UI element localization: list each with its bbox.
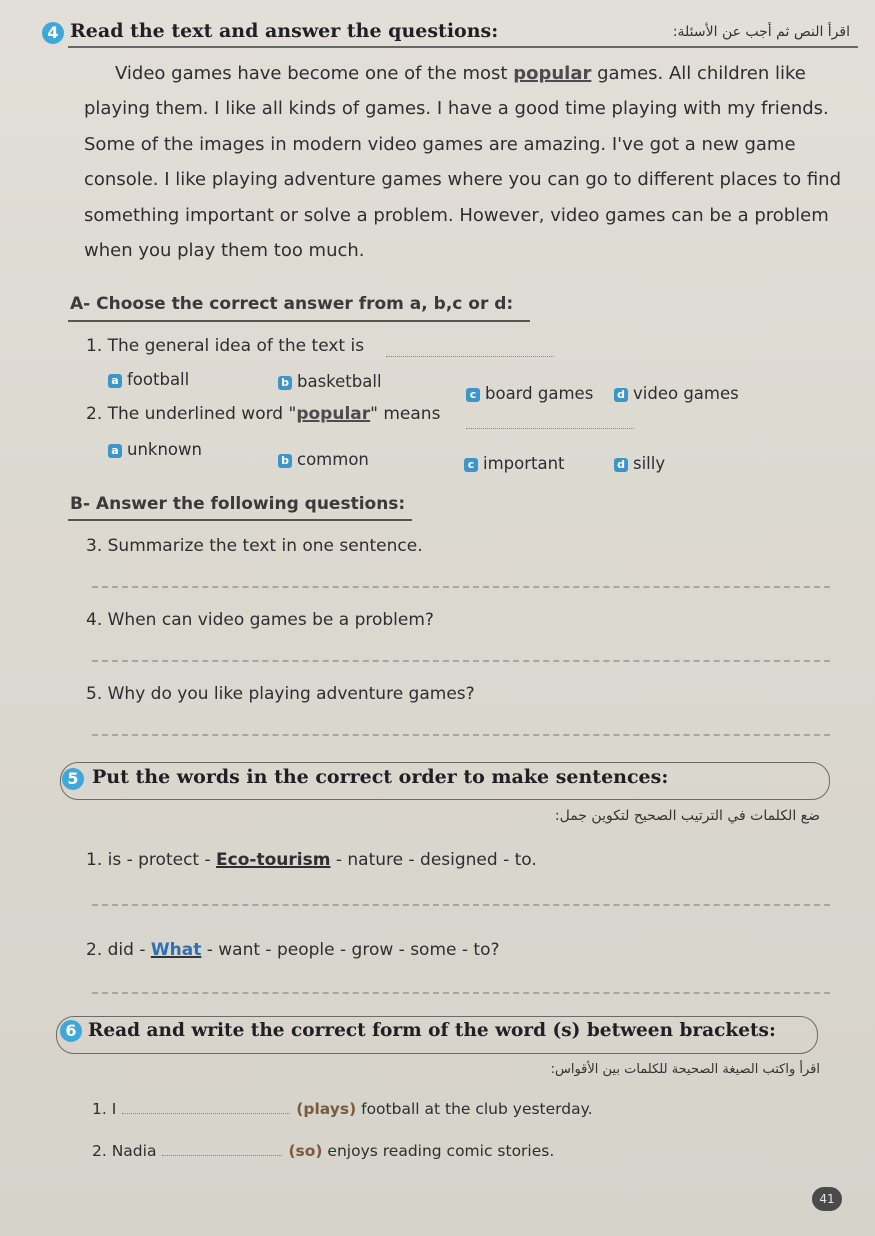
bracket-word-6-2: (so)	[288, 1142, 323, 1160]
q2-option-a[interactable]: a unknown	[108, 440, 202, 459]
q2-option-c[interactable]: c important	[464, 454, 565, 473]
section-5-arabic: ضع الكلمات في الترتيب الصحيح لتكوين جمل:	[554, 808, 820, 824]
option-letter-a: a	[108, 374, 122, 388]
option-letter-a: a	[108, 444, 122, 458]
question-2: 2. The underlined word "popular" means	[86, 404, 441, 424]
option-letter-d: d	[614, 388, 628, 402]
sentence-6-2: 2. Nadia (so) enjoys reading comic stories.	[92, 1142, 555, 1160]
paragraph-line: Some of the images in modern video games are amazing. I've got a new game	[84, 133, 796, 155]
paragraph-line: playing them. I like all kinds of games. I have a good time playing with my friends.	[84, 98, 829, 119]
page-number: 41	[812, 1187, 842, 1211]
blank-6-2[interactable]	[162, 1143, 282, 1156]
answer-blank-1[interactable]	[386, 356, 554, 357]
question-5: 5. Why do you like playing adventure games?	[86, 684, 475, 704]
part-a-heading: A- Choose the correct answer from a, b,c or d:	[70, 294, 514, 314]
question-4: 4. When can video games be a problem?	[86, 610, 434, 630]
reading-paragraph	[115, 56, 865, 92]
option-letter-c: c	[464, 458, 478, 472]
question-2-word: popular	[296, 404, 371, 424]
paragraph-line: when you play them too much.	[84, 240, 365, 261]
section-4-arabic: اقرأ النص ثم أجب عن الأسئلة:	[672, 24, 850, 40]
part-a-underline	[68, 320, 530, 322]
paragraph-line: console. I like playing adventure games where you can go to different places to find	[84, 169, 841, 190]
paragraph-line: something important or solve a problem. However, video games can be a problem	[84, 204, 829, 226]
underlined-word-popular: popular	[513, 63, 592, 84]
option-letter-d: d	[614, 458, 628, 472]
sentence-5-1: 1. is - protect - Eco-tourism - nature - designed - to.	[86, 850, 537, 870]
section-6-number: 6	[60, 1020, 82, 1042]
reading-paragraph-cont	[84, 91, 864, 269]
answer-line-5[interactable]	[92, 734, 830, 736]
answer-blank-2[interactable]	[466, 428, 634, 429]
sentence-6-1: 1. I (plays) football at the club yesterday.	[92, 1100, 593, 1118]
answer-line-5-2[interactable]	[92, 992, 830, 994]
section-4-number: 4	[42, 22, 64, 44]
section-4-title: Read the text and answer the questions:	[70, 20, 499, 42]
question-1: 1. The general idea of the text is	[86, 336, 365, 356]
bracket-word-6-1: (plays)	[296, 1100, 357, 1118]
answer-line-4[interactable]	[92, 660, 830, 662]
q2-option-b[interactable]: b common	[278, 450, 369, 469]
section-6-title: Read and write the correct form of the word (s) between brackets:	[88, 1020, 776, 1041]
section-4-title-rule	[68, 46, 858, 48]
part-b-heading: B- Answer the following questions:	[70, 494, 406, 514]
q2-option-d[interactable]: d silly	[614, 454, 665, 473]
q1-option-c[interactable]: c board games	[466, 384, 593, 403]
blank-6-1[interactable]	[122, 1101, 290, 1114]
q1-option-d[interactable]: d video games	[614, 384, 739, 403]
q1-option-a[interactable]: a football	[108, 370, 189, 389]
q1-option-b[interactable]: b basketball	[278, 372, 382, 391]
section-5-number: 5	[62, 768, 84, 790]
answer-line-5-1[interactable]	[92, 904, 830, 906]
part-b-underline	[68, 519, 412, 521]
sentence-5-2: 2. did - What - want - people - grow - some - to?	[86, 940, 500, 960]
section-6-arabic: اقرأ واكتب الصيغة الصحيحة للكلمات بين الأقواس:	[550, 1062, 820, 1077]
option-letter-b: b	[278, 454, 292, 468]
sentence-5-2-word: What	[150, 940, 202, 960]
answer-line-3[interactable]	[92, 586, 830, 588]
option-letter-b: b	[278, 376, 292, 390]
sentence-5-1-word: Eco-tourism	[216, 850, 331, 870]
option-letter-c: c	[466, 388, 480, 402]
section-5-title: Put the words in the correct order to make sentences:	[92, 766, 669, 788]
question-3: 3. Summarize the text in one sentence.	[86, 536, 423, 556]
paragraph-line: Video games have become one of the most popular games. All children like	[115, 63, 806, 84]
